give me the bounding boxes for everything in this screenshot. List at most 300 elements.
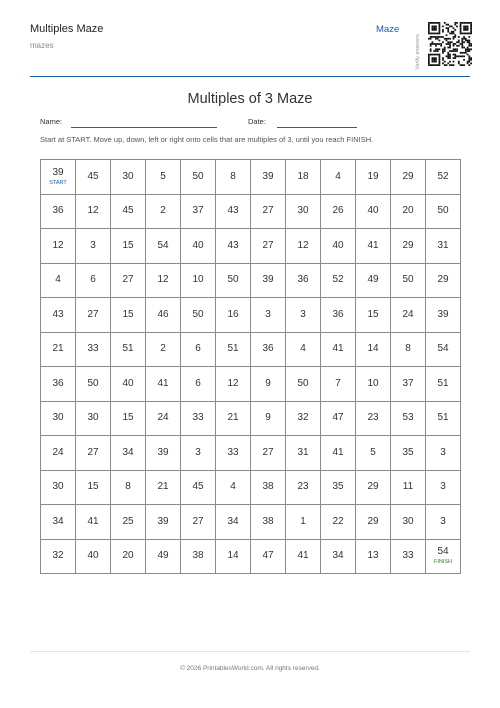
maze-cell[interactable]: [251, 194, 286, 229]
maze-cell-value: 26: [332, 205, 344, 217]
maze-cell[interactable]: [181, 436, 216, 471]
maze-cell[interactable]: [146, 470, 181, 505]
footer-divider: [30, 651, 470, 652]
maze-cell-value: 30: [87, 412, 99, 424]
maze-cell-value: 8: [405, 343, 411, 355]
maze-cell[interactable]: [41, 194, 76, 229]
maze-cell-value: 27: [87, 446, 99, 458]
maze-cell-value: 32: [297, 412, 309, 424]
maze-cell-value: 24: [157, 412, 169, 424]
maze-cell[interactable]: [146, 298, 181, 333]
maze-row: [41, 539, 461, 574]
maze-cell[interactable]: [41, 263, 76, 298]
maze-cell-value: 11: [402, 481, 414, 493]
maze-cell-value: 34: [227, 515, 239, 527]
maze-cell[interactable]: [111, 539, 146, 574]
maze-cell[interactable]: [181, 263, 216, 298]
maze-cell-value: 45: [122, 205, 134, 217]
maze-cell[interactable]: [356, 401, 391, 436]
maze-cell-value: 20: [402, 205, 414, 217]
maze-cell[interactable]: [181, 505, 216, 540]
maze-cell[interactable]: [356, 194, 391, 229]
maze-cell[interactable]: [76, 229, 111, 264]
maze-cell-value: 51: [227, 343, 239, 355]
maze-cell-value: 30: [297, 205, 309, 217]
maze-cell-value: 46: [157, 308, 169, 320]
maze-cell[interactable]: [41, 539, 76, 574]
maze-cell[interactable]: [146, 539, 181, 574]
maze-cell[interactable]: [181, 229, 216, 264]
maze-cell[interactable]: [111, 367, 146, 402]
maze-cell[interactable]: [356, 160, 391, 195]
maze-cell-value: 33: [192, 412, 204, 424]
maze-cell[interactable]: [251, 160, 286, 195]
maze-cell-value: 15: [122, 239, 134, 251]
maze-cell-value: 36: [262, 343, 274, 355]
maze-cell[interactable]: [216, 298, 251, 333]
maze-cell-value: 27: [262, 205, 274, 217]
maze-cell[interactable]: [321, 505, 356, 540]
maze-cell[interactable]: [41, 160, 76, 195]
maze-cell[interactable]: [76, 194, 111, 229]
maze-cell-value: 9: [265, 412, 271, 424]
maze-cell[interactable]: [181, 332, 216, 367]
maze-cell-value: 21: [227, 412, 239, 424]
maze-cell[interactable]: [286, 436, 321, 471]
maze-cell[interactable]: [391, 194, 426, 229]
maze-cell[interactable]: [41, 332, 76, 367]
maze-cell[interactable]: [111, 263, 146, 298]
maze-cell[interactable]: [76, 505, 111, 540]
maze-cell[interactable]: [426, 401, 461, 436]
maze-cell-value: 51: [437, 377, 449, 389]
maze-row: [41, 160, 461, 195]
maze-cell[interactable]: [426, 470, 461, 505]
maze-cell-value: 3: [265, 308, 271, 320]
maze-cell[interactable]: [251, 263, 286, 298]
maze-cell-value: 21: [52, 343, 64, 355]
maze-cell-value: 52: [437, 170, 449, 182]
maze-cell-value: 43: [227, 239, 239, 251]
maze-cell[interactable]: [391, 229, 426, 264]
maze-cell[interactable]: [216, 401, 251, 436]
maze-row: [41, 194, 461, 229]
maze-cell[interactable]: [286, 194, 321, 229]
maze-cell-value: 29: [402, 170, 414, 182]
maze-cell-value: 27: [122, 274, 134, 286]
maze-cell[interactable]: [216, 436, 251, 471]
maze-cell[interactable]: [146, 367, 181, 402]
maze-cell[interactable]: [146, 229, 181, 264]
maze-cell-value: 30: [122, 170, 134, 182]
maze-cell-value: 4: [300, 343, 306, 355]
maze-cell-value: 36: [52, 377, 64, 389]
maze-cell[interactable]: [426, 160, 461, 195]
maze-cell-value: 15: [367, 308, 379, 320]
maze-cell-value: 37: [402, 377, 414, 389]
maze-cell-value: 39: [157, 515, 169, 527]
maze-row: [41, 367, 461, 402]
maze-cell[interactable]: [321, 367, 356, 402]
maze-cell[interactable]: [41, 229, 76, 264]
maze-cell-value: 6: [90, 274, 96, 286]
maze-cell[interactable]: [181, 194, 216, 229]
maze-cell[interactable]: [146, 160, 181, 195]
maze-cell-value: 12: [87, 205, 99, 217]
maze-cell-value: 12: [227, 377, 239, 389]
maze-cell[interactable]: [76, 436, 111, 471]
instructions: Start at START. Move up, down, left or right onto cells that are multiples of 3, until you reach FINISH.: [40, 135, 374, 144]
maze-cell-value: 39: [262, 274, 274, 286]
maze-cell[interactable]: [391, 505, 426, 540]
maze-cell-value: 29: [367, 481, 379, 493]
maze-cell-value: 33: [87, 343, 99, 355]
maze-row: [41, 263, 461, 298]
maze-cell-value: 41: [157, 377, 169, 389]
maze-cell-value: 45: [192, 481, 204, 493]
maze-cell-value: 4: [230, 481, 236, 493]
category-link-maze[interactable]: Maze: [376, 24, 400, 35]
maze-cell[interactable]: [391, 436, 426, 471]
maze-cell[interactable]: [111, 401, 146, 436]
maze-cell-value: 3: [300, 308, 306, 320]
maze-cell-value: 8: [125, 481, 131, 493]
maze-cell[interactable]: [356, 539, 391, 574]
maze-cell-value: 3: [440, 446, 446, 458]
maze-cell-value: 41: [367, 239, 379, 251]
maze-cell-value: 29: [367, 515, 379, 527]
maze-cell-value: 50: [297, 377, 309, 389]
maze-cell-value: 53: [402, 412, 414, 424]
maze-cell[interactable]: [216, 505, 251, 540]
maze-cell-value: 39: [262, 170, 274, 182]
maze-cell[interactable]: [356, 298, 391, 333]
maze-cell-value: 21: [157, 481, 169, 493]
maze-cell-value: 2: [160, 205, 166, 217]
maze-cell[interactable]: [251, 298, 286, 333]
maze-cell[interactable]: [41, 505, 76, 540]
maze-cell[interactable]: [216, 263, 251, 298]
maze-cell-value: 18: [297, 170, 309, 182]
header-divider: [30, 76, 470, 77]
maze-cell[interactable]: [286, 332, 321, 367]
maze-cell-value: 7: [335, 377, 341, 389]
maze-row: [41, 401, 461, 436]
maze-cell[interactable]: [321, 194, 356, 229]
maze-cell[interactable]: [111, 229, 146, 264]
maze-cell[interactable]: [321, 263, 356, 298]
maze-cell-value: 34: [122, 446, 134, 458]
maze-cell[interactable]: [251, 367, 286, 402]
maze-cell[interactable]: [356, 367, 391, 402]
verify-answers-label: Verify answers: [415, 34, 421, 70]
maze-cell-value: 54: [157, 239, 169, 251]
maze-cell-value: 35: [332, 481, 344, 493]
maze-row: [41, 436, 461, 471]
maze-cell[interactable]: [321, 470, 356, 505]
maze-cell-value: 19: [367, 170, 379, 182]
maze-cell[interactable]: [41, 436, 76, 471]
maze-grid: [40, 159, 461, 574]
maze-row: [41, 298, 461, 333]
maze-cell[interactable]: [286, 470, 321, 505]
maze-cell[interactable]: [426, 367, 461, 402]
maze-cell-value: 5: [160, 170, 166, 182]
maze-cell[interactable]: [321, 298, 356, 333]
maze-cell-value: 12: [297, 239, 309, 251]
maze-cell-value: 40: [367, 205, 379, 217]
maze-cell-value: 31: [297, 446, 309, 458]
maze-cell-value: 40: [332, 239, 344, 251]
maze-cell[interactable]: [391, 160, 426, 195]
maze-cell-value: 40: [87, 550, 99, 562]
maze-cell-value: 6: [195, 377, 201, 389]
maze-cell-value: 43: [227, 205, 239, 217]
maze-cell-value: 24: [52, 446, 64, 458]
maze-row: [41, 332, 461, 367]
maze-cell[interactable]: [426, 263, 461, 298]
maze-cell-value: 24: [402, 308, 414, 320]
maze-cell[interactable]: [286, 160, 321, 195]
maze-cell[interactable]: [181, 298, 216, 333]
maze-cell[interactable]: [146, 505, 181, 540]
maze-cell[interactable]: [111, 332, 146, 367]
maze-cell[interactable]: [426, 436, 461, 471]
maze-cell[interactable]: [181, 160, 216, 195]
maze-cell[interactable]: [76, 367, 111, 402]
maze-cell-value: 37: [192, 205, 204, 217]
maze-cell[interactable]: [76, 298, 111, 333]
maze-cell-value: 50: [192, 170, 204, 182]
maze-cell-value: 25: [122, 515, 134, 527]
maze-cell[interactable]: [111, 298, 146, 333]
maze-cell[interactable]: [216, 367, 251, 402]
maze-cell-value: 14: [367, 343, 379, 355]
maze-cell[interactable]: [286, 367, 321, 402]
maze-cell[interactable]: [356, 505, 391, 540]
maze-cell-value: 33: [227, 446, 239, 458]
maze-cell-value: 54: [437, 343, 449, 355]
maze-cell-value: 14: [227, 550, 239, 562]
maze-cell-value: 2: [160, 343, 166, 355]
maze-cell[interactable]: [76, 263, 111, 298]
maze-cell-value: 38: [262, 481, 274, 493]
maze-cell-value: 36: [332, 308, 344, 320]
maze-cell-value: 27: [262, 446, 274, 458]
maze-cell-value: 12: [52, 239, 64, 251]
maze-cell-value: 50: [192, 308, 204, 320]
maze-cell[interactable]: [286, 263, 321, 298]
maze-cell[interactable]: [216, 160, 251, 195]
maze-cell-value: 22: [332, 515, 344, 527]
maze-cell[interactable]: [181, 367, 216, 402]
maze-cell-value: 3: [440, 481, 446, 493]
maze-cell[interactable]: [286, 229, 321, 264]
maze-cell[interactable]: [391, 367, 426, 402]
maze-cell[interactable]: [146, 263, 181, 298]
maze-cell[interactable]: [251, 436, 286, 471]
maze-cell[interactable]: [41, 401, 76, 436]
maze-cell-value: 10: [192, 274, 204, 286]
maze-cell-value: 3: [440, 515, 446, 527]
maze-cell-value: 50: [437, 205, 449, 217]
maze-cell-value: 39: [157, 446, 169, 458]
maze-cell[interactable]: [321, 229, 356, 264]
maze-cell[interactable]: [41, 367, 76, 402]
maze-cell[interactable]: [76, 332, 111, 367]
maze-cell[interactable]: [146, 401, 181, 436]
maze-cell-value: 30: [52, 412, 64, 424]
maze-cell-value: 23: [297, 481, 309, 493]
start-label: START: [49, 179, 67, 186]
maze-cell[interactable]: [146, 436, 181, 471]
maze-cell[interactable]: [391, 263, 426, 298]
maze-cell-value: 34: [332, 550, 344, 562]
maze-cell[interactable]: [251, 332, 286, 367]
maze-cell-value: 45: [87, 170, 99, 182]
maze-cell[interactable]: [181, 539, 216, 574]
maze-cell[interactable]: [111, 505, 146, 540]
site-subtitle: mazes: [30, 41, 54, 50]
maze-cell[interactable]: [286, 539, 321, 574]
maze-cell[interactable]: [146, 332, 181, 367]
maze-cell[interactable]: [76, 160, 111, 195]
maze-cell-value: 38: [192, 550, 204, 562]
maze-cell-value: 41: [87, 515, 99, 527]
maze-cell-value: 47: [332, 412, 344, 424]
footer-copyright: © 2026 PrintablesWorld.com. All rights reserved.: [180, 665, 320, 672]
maze-cell-value: 4: [335, 170, 341, 182]
maze-cell[interactable]: [111, 160, 146, 195]
maze-cell[interactable]: [321, 539, 356, 574]
maze-cell-value: 33: [402, 550, 414, 562]
maze-cell-value: 4: [55, 274, 61, 286]
maze-cell-value: 49: [157, 550, 169, 562]
worksheet-title: Multiples of 3 Maze: [187, 91, 313, 107]
maze-cell[interactable]: [251, 401, 286, 436]
maze-cell-value: 34: [52, 515, 64, 527]
maze-cell[interactable]: [146, 194, 181, 229]
qr-code-icon[interactable]: [428, 18, 472, 72]
maze-cell-value: 40: [122, 377, 134, 389]
maze-cell[interactable]: [111, 436, 146, 471]
maze-cell[interactable]: [321, 401, 356, 436]
maze-row: [41, 470, 461, 505]
maze-cell[interactable]: [356, 229, 391, 264]
maze-cell-value: 3: [90, 239, 96, 251]
maze-cell[interactable]: [426, 298, 461, 333]
maze-cell-value: 50: [87, 377, 99, 389]
maze-cell[interactable]: [216, 229, 251, 264]
maze-cell-value: 8: [230, 170, 236, 182]
maze-cell-value: 39: [52, 166, 64, 178]
date-label: Date:: [248, 117, 266, 126]
maze-cell[interactable]: [111, 470, 146, 505]
maze-cell[interactable]: [286, 298, 321, 333]
maze-cell-value: 16: [227, 308, 239, 320]
maze-cell[interactable]: [216, 470, 251, 505]
maze-cell-value: 3: [195, 446, 201, 458]
maze-cell[interactable]: [426, 229, 461, 264]
site-title: Multiples Maze: [30, 23, 104, 35]
maze-cell[interactable]: [76, 401, 111, 436]
maze-cell-value: 9: [265, 377, 271, 389]
maze-cell[interactable]: [391, 332, 426, 367]
maze-cell-value: 47: [262, 550, 274, 562]
maze-cell-value: 31: [437, 239, 449, 251]
maze-cell-value: 27: [192, 515, 204, 527]
maze-cell[interactable]: [111, 194, 146, 229]
maze-cell-value: 36: [297, 274, 309, 286]
maze-cell-value: 41: [332, 446, 344, 458]
maze-cell[interactable]: [356, 470, 391, 505]
maze-cell[interactable]: [251, 505, 286, 540]
maze-cell[interactable]: [391, 539, 426, 574]
name-field-line[interactable]: [71, 127, 217, 128]
maze-cell-value: 20: [122, 550, 134, 562]
maze-cell-value: 6: [195, 343, 201, 355]
maze-cell[interactable]: [426, 194, 461, 229]
maze-cell[interactable]: [76, 539, 111, 574]
maze-cell[interactable]: [426, 505, 461, 540]
maze-cell-value: 51: [437, 412, 449, 424]
maze-cell[interactable]: [41, 298, 76, 333]
maze-cell[interactable]: [356, 263, 391, 298]
maze-cell-value: 1: [300, 515, 306, 527]
maze-cell[interactable]: [356, 436, 391, 471]
maze-cell-value: 32: [52, 550, 64, 562]
maze-row: [41, 229, 461, 264]
maze-cell[interactable]: [321, 332, 356, 367]
maze-cell[interactable]: [391, 298, 426, 333]
page-header: [30, 14, 470, 78]
maze-cell[interactable]: [391, 401, 426, 436]
maze-cell[interactable]: [426, 539, 461, 574]
maze-cell[interactable]: [216, 332, 251, 367]
maze-cell[interactable]: [356, 332, 391, 367]
date-field-line[interactable]: [277, 127, 357, 128]
maze-cell[interactable]: [251, 470, 286, 505]
maze-cell-value: 51: [122, 343, 134, 355]
maze-cell-value: 52: [332, 274, 344, 286]
maze-cell[interactable]: [321, 436, 356, 471]
maze-cell-value: 29: [437, 274, 449, 286]
maze-cell[interactable]: [251, 229, 286, 264]
maze-cell[interactable]: [286, 505, 321, 540]
maze-cell-value: 41: [332, 343, 344, 355]
maze-cell-value: 38: [262, 515, 274, 527]
maze-cell[interactable]: [181, 470, 216, 505]
maze-cell-value: 23: [367, 412, 379, 424]
maze-cell-value: 54: [437, 546, 449, 558]
maze-cell-value: 27: [87, 308, 99, 320]
maze-cell-value: 30: [402, 515, 414, 527]
maze-cell[interactable]: [391, 470, 426, 505]
maze-cell-value: 15: [87, 481, 99, 493]
maze-cell[interactable]: [321, 160, 356, 195]
maze-cell[interactable]: [216, 194, 251, 229]
maze-cell-value: 15: [122, 308, 134, 320]
maze-cell[interactable]: [426, 332, 461, 367]
maze-cell[interactable]: [41, 470, 76, 505]
maze-cell[interactable]: [286, 401, 321, 436]
maze-cell-value: 13: [367, 550, 379, 562]
maze-cell[interactable]: [216, 539, 251, 574]
maze-cell-value: 40: [192, 239, 204, 251]
maze-cell[interactable]: [76, 470, 111, 505]
maze-cell[interactable]: [251, 539, 286, 574]
maze-cell[interactable]: [181, 401, 216, 436]
